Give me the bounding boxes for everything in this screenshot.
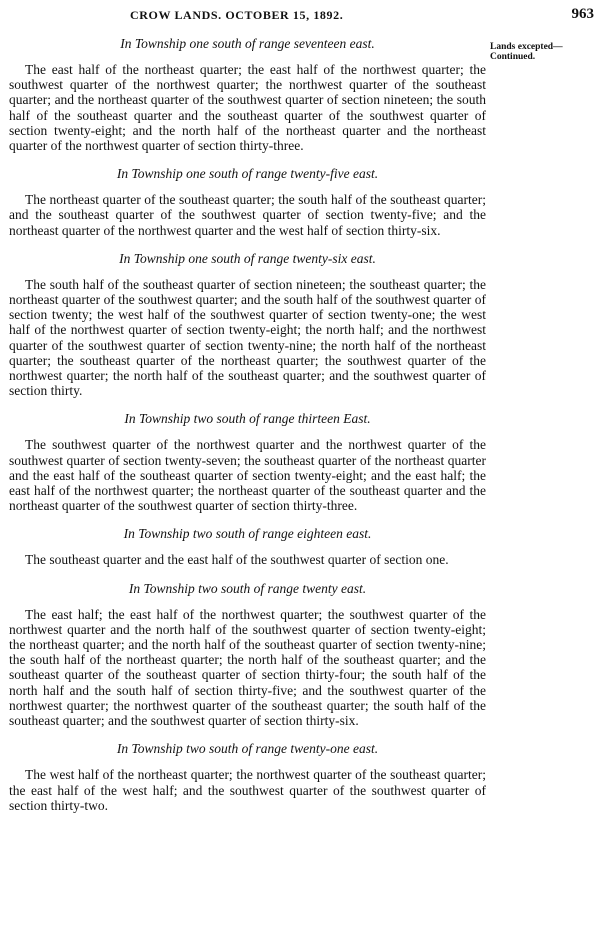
body-column — [9, 36, 486, 826]
page-header — [0, 6, 600, 26]
running-head: CROW LANDS. OCTOBER 15, 1892. — [130, 8, 344, 22]
section-heading: In Township one south of range twenty-six east. — [119, 250, 376, 266]
section-heading: In Township one south of range seventeen east. — [120, 36, 375, 51]
section-heading: In Township two south of range twenty east. — [128, 580, 367, 596]
section-heading: In Township two south of range eighteen east. — [123, 526, 372, 542]
section-heading: In Township two south of range thirteen East. — [124, 411, 371, 427]
section-paragraph: The east half of the northeast quarter; the east half of the northwest quarter; the southwest quarter of the northwest quarter; the northwest quarter of the southeast quarter; and the northeast quarter of the southwest quarter of section nineteen; the south half of the southeast quarter and the southeast quarter of the southwest quarter of section twenty-eight; and the north half of the northeast quarter and the northeast quarter of the northwest quarter of section thirty-three. — [9, 62, 486, 154]
margin-note — [490, 42, 598, 62]
section-paragraph: The south half of the southeast quarter of section nineteen; the southeast quarter; the northeast quarter of the southwest quarter; and the south half of the southwest quarter of section twenty; the west half of the southwest quarter of section twenty-one; the west half of the northwest quarter of section twenty-eight; the north half; and the northwest quarter of the southwest quarter of section twenty-nine; the north half of the northeast quarter; the southeast quarter of the northeast quarter; the southwest quarter of the northwest quarter; the north half of the southeast quarter; and the southwest quarter of section thirty. — [9, 276, 486, 399]
section-paragraph: The east half; the east half of the northwest quarter; the southwest quarter of the northwest quarter and the north half of the southwest quarter of section twenty-eight; the northeast quarter; and the north half of the southeast quarter of section twenty-nine; the south half of the northeast quarter; the north half of the southeast quarter; and the southeast quarter of the southeast quarter of section thirty-four; the south half of the north half and the south half of section thirty-five; and the southwest quarter of the northwest quarter; the northwest quarter of the southeast quarter; the south half of the southeast quarter; and the southwest quarter of section thirty-six. — [9, 606, 486, 729]
margin-note-line2: Continued. — [490, 52, 536, 62]
section-heading: In Township one south of range twenty-five east. — [116, 166, 379, 182]
section-heading: In Township two south of range twenty-one east. — [116, 741, 379, 757]
margin-note-line1: Lands excepted— — [490, 42, 563, 52]
section-paragraph: The northeast quarter of the southeast quarter; the south half of the southeast quarter; and the southeast quarter of the southwest quarter of section twenty-five; and the northeast quarter of the northwest quarter and the west half of section thirty-six. — [9, 192, 486, 238]
section-paragraph: The southeast quarter and the east half of the southwest quarter of section one. — [25, 552, 449, 568]
section-paragraph: The west half of the northeast quarter; the northwest quarter of the southeast quarter; the east half of the west half; and the southwest quarter of the southwest quarter of section thirty-two. — [9, 767, 486, 813]
page-number: 963 — [571, 6, 594, 22]
section-paragraph: The southwest quarter of the northwest quarter and the northwest quarter of the southwest quarter of section twenty-seven; the southeast quarter of the northeast quarter and the east half of the southeast quarter of section twenty-eight; and the east half; the east half of the northwest quarter; the northeast quarter of the southeast quarter and the northeast quarter of the southwest quarter of section thirty-three. — [9, 437, 486, 514]
